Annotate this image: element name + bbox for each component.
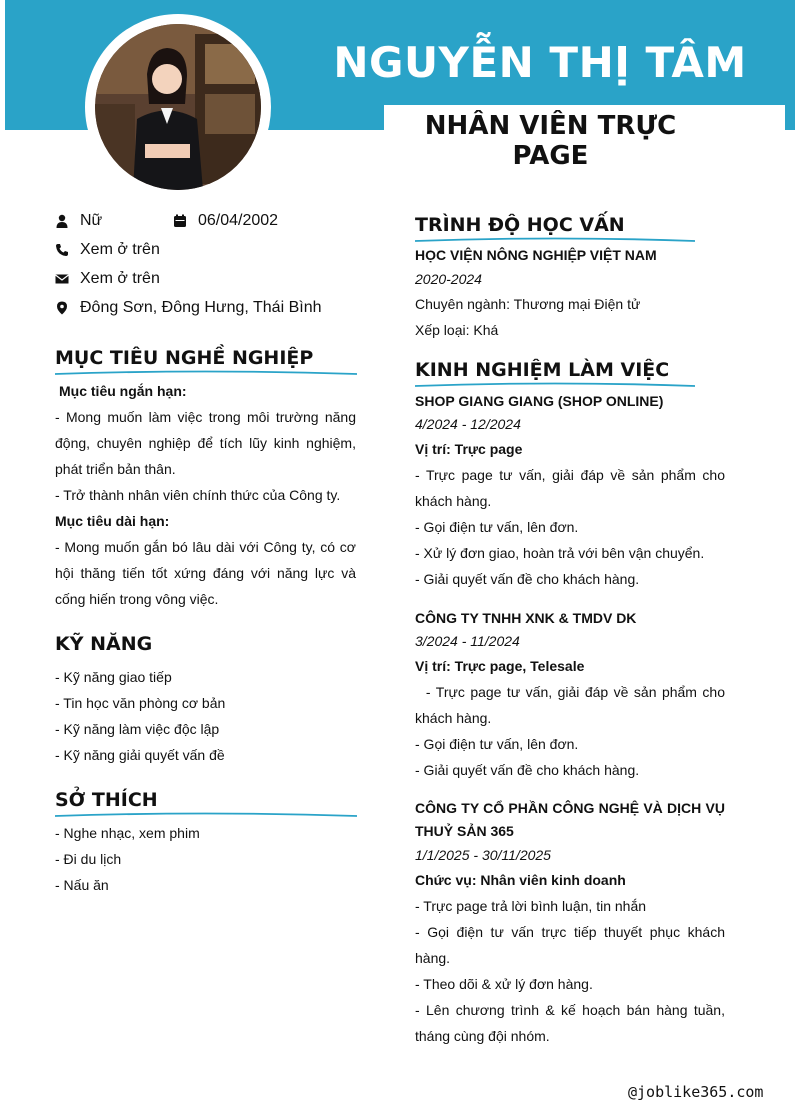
envelope-icon bbox=[55, 272, 69, 286]
long-term-goal-1 bbox=[55, 534, 356, 612]
long-term-goal-line-2: hội thăng tiến tốt xứng đáng với năng lực và bbox=[55, 565, 356, 581]
experience-underline bbox=[415, 382, 695, 390]
job-company bbox=[415, 797, 725, 843]
candidate-name: NGUYỄN THỊ TÂM bbox=[333, 38, 747, 87]
address-value: Đông Sơn, Đông Hưng, Thái Bình bbox=[80, 299, 322, 316]
hobbies-list bbox=[55, 820, 200, 898]
person-icon bbox=[55, 214, 69, 228]
skill-item: - Kỹ năng giải quyết vấn đề bbox=[55, 747, 225, 763]
birthday-value: 06/04/2002 bbox=[198, 212, 279, 229]
education-major: Chuyên ngành: Thương mại Điện tử bbox=[415, 296, 641, 312]
job-duty-cont: hàng. bbox=[415, 950, 451, 966]
skills-list bbox=[55, 664, 225, 768]
objective-underline bbox=[55, 370, 357, 378]
school-name: HỌC VIỆN NÔNG NGHIỆP VIỆT NAM bbox=[415, 247, 657, 263]
education-title: TRÌNH ĐỘ HỌC VẤN bbox=[415, 214, 625, 236]
job-duty: - Xử lý đơn giao, hoàn trả với bên vận chuyển. bbox=[415, 545, 705, 561]
job-duty: - Gọi điện tư vấn, lên đơn. bbox=[415, 736, 579, 752]
phone-value: Xem ở trên bbox=[80, 241, 160, 258]
avatar bbox=[95, 24, 261, 190]
job-role: Vị trí: Trực page bbox=[415, 441, 523, 457]
short-term-goal-1-line-2: động, chuyên nghiệp để tích lũy kinh nghiệm, bbox=[55, 435, 356, 451]
hobby-item: - Nấu ăn bbox=[55, 877, 109, 893]
email-value: Xem ở trên bbox=[80, 270, 160, 287]
job-dates: 1/1/2025 - 30/11/2025 bbox=[415, 847, 551, 863]
short-term-label: Mục tiêu ngắn hạn: bbox=[59, 383, 187, 399]
short-term-goal-2: - Trở thành nhân viên chính thức của Công ty. bbox=[55, 487, 341, 503]
birthday-row bbox=[173, 209, 278, 233]
hobbies-title: SỞ THÍCH bbox=[55, 789, 158, 811]
job-duty: - Trực page tư vấn, giải đáp về sản phẩm cho bbox=[415, 467, 725, 483]
job-company-line-2: THUỶ SẢN 365 bbox=[415, 823, 514, 839]
hobbies-underline bbox=[55, 812, 357, 820]
experience-title: KINH NGHIỆM LÀM VIỆC bbox=[415, 359, 670, 381]
job-duty-cont: khách hàng. bbox=[415, 493, 492, 509]
long-term-label: Mục tiêu dài hạn: bbox=[55, 513, 170, 529]
job-duty: - Gọi điện tư vấn, lên đơn. bbox=[415, 519, 579, 535]
job-role: Vị trí: Trực page, Telesale bbox=[415, 658, 585, 674]
skills-title: KỸ NĂNG bbox=[55, 633, 153, 655]
short-term-goal-1-line-3: phát triển bản thân. bbox=[55, 461, 176, 477]
job-duty: - Trực page tư vấn, giải đáp về sản phẩm cho bbox=[415, 684, 725, 700]
job-dates: 3/2024 - 11/2024 bbox=[415, 633, 520, 649]
short-term-goal-1 bbox=[55, 404, 356, 482]
job-duty: - Theo dõi & xử lý đơn hàng. bbox=[415, 976, 593, 992]
long-term-goal-line-1: - Mong muốn gắn bó lâu dài với Công ty, có cơ bbox=[55, 539, 356, 555]
job-company: SHOP GIANG GIANG (SHOP ONLINE) bbox=[415, 393, 664, 409]
objective-title: MỤC TIÊU NGHỀ NGHIỆP bbox=[55, 347, 314, 369]
hobby-item: - Nghe nhạc, xem phim bbox=[55, 825, 200, 841]
job-duty: - Lên chương trình & kế hoạch bán hàng tuần, bbox=[415, 1002, 725, 1018]
location-pin-icon bbox=[55, 301, 69, 315]
job-duties bbox=[415, 679, 725, 783]
job-duty: - Trực page trả lời bình luận, tin nhắn bbox=[415, 898, 647, 914]
hobby-item: - Đi du lịch bbox=[55, 851, 122, 867]
job-duties bbox=[415, 462, 725, 592]
job-company: CÔNG TY TNHH XNK & TMDV DK bbox=[415, 610, 637, 626]
footer-handle: @joblike365.com bbox=[628, 1083, 764, 1101]
skill-item: - Kỹ năng làm việc độc lập bbox=[55, 721, 220, 737]
job-role: Chức vụ: Nhân viên kinh doanh bbox=[415, 872, 626, 888]
education-grade: Xếp loại: Khá bbox=[415, 322, 499, 338]
long-term-goal-line-3: cống hiến trong vông việc. bbox=[55, 591, 219, 607]
calendar-icon bbox=[173, 214, 187, 228]
phone-icon bbox=[55, 243, 69, 257]
job-company-line-1: CÔNG TY CỔ PHẦN CÔNG NGHỆ VÀ DỊCH VỤ bbox=[415, 800, 725, 816]
skill-item: - Kỹ năng giao tiếp bbox=[55, 669, 172, 685]
phone-row bbox=[55, 238, 160, 262]
job-duty: - Gọi điện tư vấn trực tiếp thuyết phục khách bbox=[415, 924, 725, 940]
job-duty-cont: khách hàng. bbox=[415, 710, 492, 726]
gender-row bbox=[55, 209, 102, 233]
gender-value: Nữ bbox=[80, 212, 103, 229]
job-dates: 4/2024 - 12/2024 bbox=[415, 416, 521, 432]
address-row bbox=[55, 296, 322, 320]
job-duty: - Giải quyết vấn đề cho khách hàng. bbox=[415, 571, 640, 587]
job-duties bbox=[415, 893, 725, 1049]
skill-item: - Tin học văn phòng cơ bản bbox=[55, 695, 226, 711]
short-term-goal-1-line-1: - Mong muốn làm việc trong môi trường năng bbox=[55, 409, 356, 425]
job-duty: - Giải quyết vấn đề cho khách hàng. bbox=[415, 762, 640, 778]
job-duty-cont: tháng cùng đội nhóm. bbox=[415, 1028, 550, 1044]
education-years: 2020-2024 bbox=[415, 271, 482, 287]
email-row bbox=[55, 267, 160, 291]
job-title: NHÂN VIÊN TRỰC PAGE bbox=[424, 111, 677, 171]
